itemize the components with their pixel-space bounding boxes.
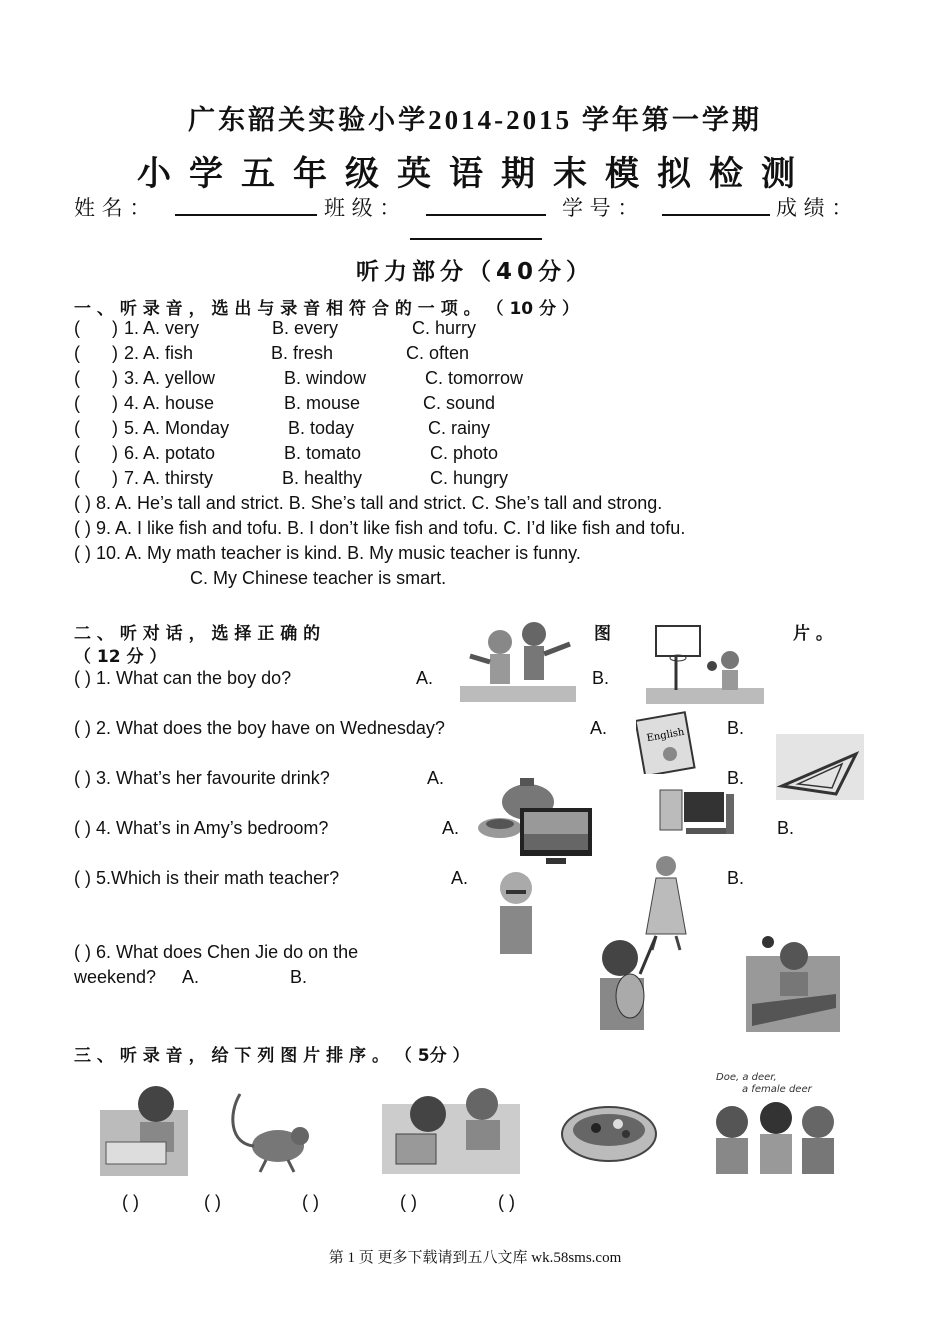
order-blank-5[interactable]: ( )	[498, 1192, 515, 1212]
part2-points: （ 12 分 ）	[74, 647, 167, 667]
p2-q1-option-b: B.	[592, 668, 610, 688]
option-c: C. tomorrow	[425, 368, 524, 388]
option-b: B. every	[272, 318, 339, 338]
svg-text:English: English	[645, 726, 686, 745]
p2-q5-option-a: A.	[451, 868, 469, 888]
part1-heading: 一 、 听 录 音 ， 选 出 与 录 音 相 符 合 的 一 项 。 （ 10 分 ）	[74, 299, 579, 319]
p2-q5-option-b: B.	[727, 868, 745, 888]
question-10-option-c: C. My Chinese teacher is smart.	[190, 568, 447, 588]
option-a: 5. A. Monday	[124, 418, 230, 438]
order-blank-3[interactable]: ( )	[302, 1192, 319, 1212]
option-b: B. window	[284, 368, 367, 388]
p2-question-1[interactable]: ( ) 1. What can the boy do?	[74, 668, 292, 688]
paren-open: (	[74, 443, 80, 463]
option-a: 3. A. yellow	[124, 368, 216, 388]
paren-open: (	[74, 418, 80, 438]
option-b: B. tomato	[284, 443, 362, 463]
p2-question-3[interactable]: ( ) 3. What’s her favourite drink?	[74, 768, 330, 788]
ping-pong-girl-picture	[746, 934, 840, 1032]
number-blank[interactable]	[662, 194, 770, 221]
part2-heading: 二 、 听 对 话 ， 选 择 正 确 的	[74, 624, 321, 644]
svg-text:Doe, a deer,: Doe, a deer,	[716, 1072, 777, 1083]
paren-open: (	[74, 468, 80, 488]
p2-q6-option-a: A.	[182, 967, 200, 987]
p2-question-6[interactable]: ( ) 6. What does Chen Jie do on the	[74, 942, 359, 962]
p2-question-5[interactable]: ( ) 5.Which is their math teacher?	[74, 868, 340, 888]
svg-text:a female deer: a female deer	[742, 1084, 812, 1095]
option-c: C. photo	[430, 443, 499, 463]
pipa-girl-picture	[592, 932, 664, 1032]
question-10[interactable]: ( ) 10. A. My math teacher is kind. B. My music teacher is funny.	[74, 543, 581, 563]
tv-picture	[520, 808, 592, 866]
name-blank[interactable]	[175, 194, 317, 221]
ruler-triangle-picture	[776, 734, 864, 800]
score-blank[interactable]	[410, 218, 542, 245]
order-blank-1[interactable]: ( )	[122, 1192, 139, 1212]
option-c: C. hungry	[430, 468, 509, 488]
question-8[interactable]: ( ) 8. A. He’s tall and strict. B. She’s tall and strict. C. She’s tall and strong.	[74, 493, 663, 513]
score-label: 成 绩 ：	[776, 196, 853, 220]
listening-section-title: 听力部分（40分）	[355, 259, 594, 285]
girl-washing-picture	[100, 1084, 188, 1176]
p2-q6-option-b: B.	[290, 967, 308, 987]
kungfu-kids-picture	[460, 616, 576, 704]
order-blank-2[interactable]: ( )	[204, 1192, 221, 1212]
option-a: 2. A. fish	[124, 343, 194, 363]
salad-bowl-picture	[560, 1104, 658, 1164]
singing-kids-picture	[702, 1066, 848, 1174]
paren-open: (	[74, 368, 80, 388]
part2-heading-mid: 图	[594, 624, 611, 644]
option-b: B. mouse	[284, 393, 361, 413]
paren-close[interactable]: )	[112, 468, 118, 488]
paren-open: (	[74, 318, 80, 338]
p2-q4-option-a: A.	[442, 818, 460, 838]
class-blank[interactable]	[426, 194, 546, 221]
p2-q3-option-b: B.	[727, 768, 745, 788]
option-a: 7. A. thirsty	[124, 468, 214, 488]
question-9[interactable]: ( ) 9. A. I like fish and tofu. B. I don’t like fish and tofu. C. I’d like fish and tofu.	[74, 518, 686, 538]
page-footer: 第 1 页 更多下载请到五八文库 wk.58sms.com	[328, 1250, 622, 1266]
option-b: B. healthy	[282, 468, 363, 488]
part2-heading-end: 片 。	[793, 624, 833, 644]
exam-title-line1: 广东韶关实验小学2014-2015 学年第一学期	[188, 105, 762, 135]
p2-q3-option-a: A.	[427, 768, 445, 788]
class-label: 班 级 ：	[324, 196, 401, 220]
paren-close[interactable]: )	[112, 318, 118, 338]
juice-computer-picture	[656, 770, 736, 840]
old-teacher-picture	[486, 866, 550, 958]
paren-open: (	[74, 393, 80, 413]
option-b: B. fresh	[271, 343, 334, 363]
option-c: C. rainy	[428, 418, 491, 438]
part3-heading: 三 、 听 录 音 ， 给 下 列 图 片 排 序 。 （ 5分 ）	[74, 1046, 470, 1066]
option-a: 4. A. house	[124, 393, 215, 413]
order-blank-4[interactable]: ( )	[400, 1192, 417, 1212]
option-a: 6. A. potato	[124, 443, 216, 463]
messy-room-picture	[382, 1074, 520, 1174]
paren-open: (	[74, 343, 80, 363]
exam-title-line2: 小学五年级英语期末模拟检测	[137, 154, 813, 194]
option-a: 1. A. very	[124, 318, 200, 338]
p2-question-2[interactable]: ( ) 2. What does the boy have on Wednesday?	[74, 718, 445, 738]
p2-question-4[interactable]: ( ) 4. What’s in Amy’s bedroom?	[74, 818, 329, 838]
paren-close[interactable]: )	[112, 393, 118, 413]
mouse-picture	[220, 1084, 314, 1176]
paren-close[interactable]: )	[112, 343, 118, 363]
p2-q4-option-b: B.	[777, 818, 795, 838]
number-label: 学 号 ：	[562, 196, 639, 220]
paren-close[interactable]: )	[112, 418, 118, 438]
p2-question-6-cont: weekend?	[74, 967, 157, 987]
paren-close[interactable]: )	[112, 443, 118, 463]
paren-close[interactable]: )	[112, 368, 118, 388]
p2-q2-option-a: A.	[590, 718, 608, 738]
p2-q2-option-b: B.	[727, 718, 745, 738]
option-c: C. sound	[423, 393, 496, 413]
option-b: B. today	[288, 418, 355, 438]
option-c: C. hurry	[412, 318, 477, 338]
english-book-picture	[636, 708, 702, 774]
basketball-boy-picture	[646, 620, 764, 704]
option-c: C. often	[406, 343, 470, 363]
p2-q1-option-a: A.	[416, 668, 434, 688]
name-label: 姓 名 ：	[74, 196, 151, 220]
